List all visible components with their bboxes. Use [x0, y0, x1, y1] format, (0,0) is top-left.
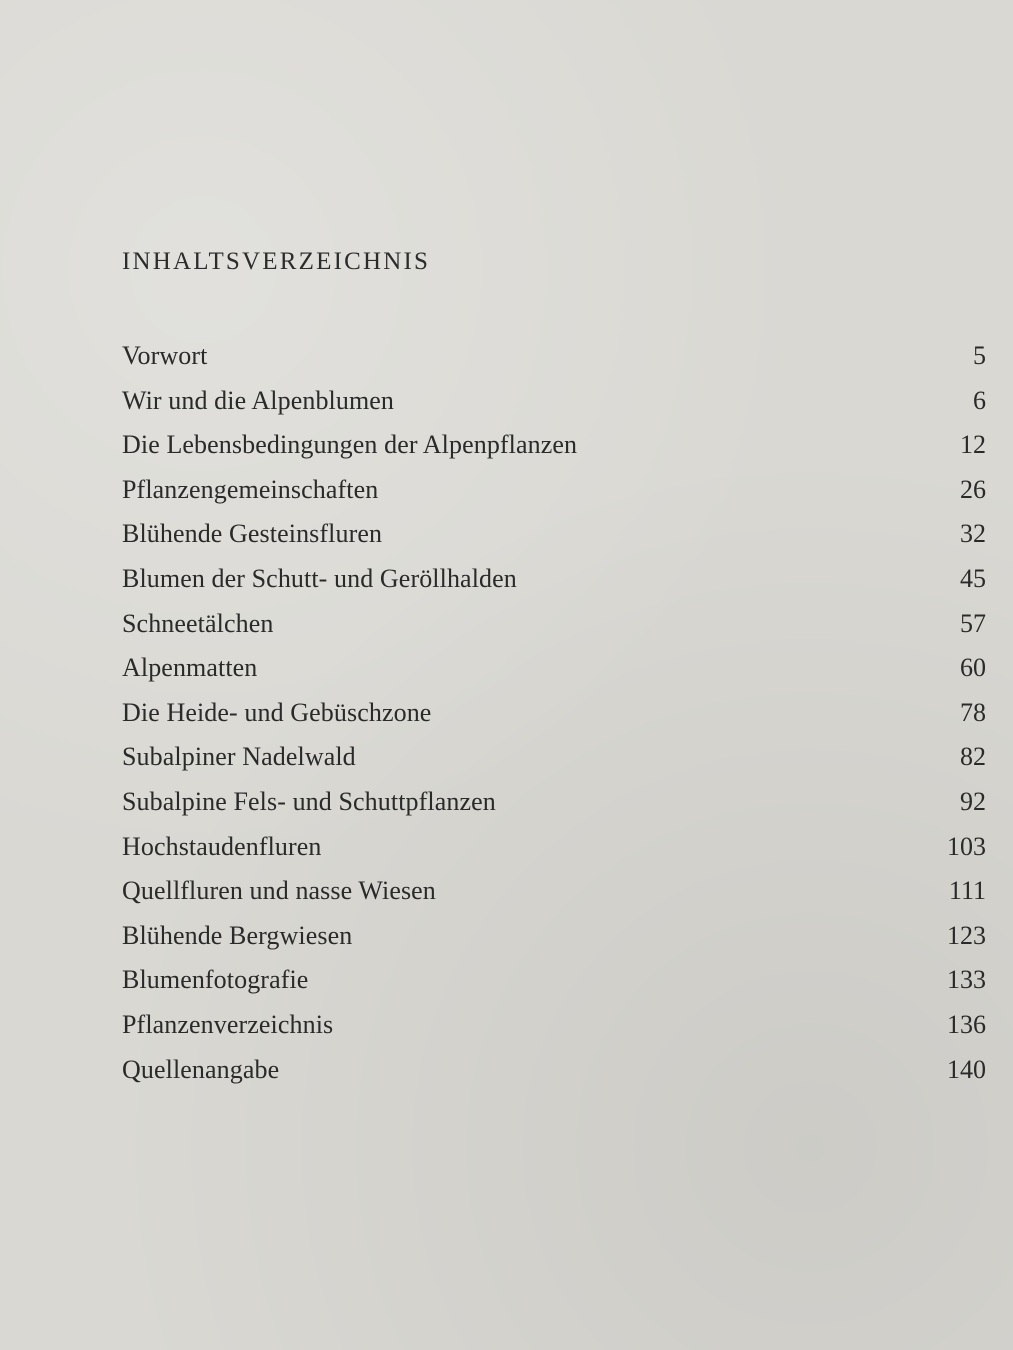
toc-entry-page: 140	[947, 1054, 986, 1084]
toc-entry	[122, 780, 986, 825]
toc-entry-page: 133	[947, 965, 986, 995]
toc-entry	[122, 468, 986, 513]
toc-entry-title: Quellfluren und nasse Wiesen	[122, 876, 436, 906]
toc-entry-title: Quellenangabe	[122, 1054, 280, 1084]
toc-entry	[122, 512, 986, 557]
toc-entry	[122, 914, 986, 959]
toc-entry-title: Hochstaudenfluren	[122, 831, 322, 861]
toc-entry	[122, 334, 986, 379]
toc-entry-title: Blumenfotografie	[122, 965, 309, 995]
toc-entry	[122, 423, 986, 468]
toc-entry-title: Die Heide- und Gebüschzone	[122, 697, 432, 727]
table-of-contents	[122, 334, 986, 1092]
page-title: INHALTSVERZEICHNIS	[122, 248, 431, 275]
toc-entry-page: 12	[960, 430, 986, 460]
toc-entry-page: 92	[960, 786, 986, 816]
toc-entry-title: Alpenmatten	[122, 653, 258, 683]
toc-entry-page: 6	[973, 385, 986, 415]
toc-entry	[122, 825, 986, 870]
toc-entry-page: 26	[960, 474, 986, 504]
toc-entry	[122, 646, 986, 691]
toc-entry-page: 57	[960, 608, 986, 638]
toc-entry-title: Die Lebensbedingungen der Alpenpflanzen	[122, 430, 578, 460]
toc-entry	[122, 557, 986, 602]
toc-entry-title: Blühende Gesteinsfluren	[122, 519, 383, 549]
toc-entry	[122, 735, 986, 780]
toc-entry-page: 123	[947, 920, 986, 950]
toc-entry-title: Pflanzengemeinschaften	[122, 474, 379, 504]
toc-entry	[122, 379, 986, 424]
toc-entry-title: Pflanzenverzeichnis	[122, 1009, 334, 1039]
toc-entry	[122, 1003, 986, 1048]
toc-entry-page: 103	[947, 831, 986, 861]
toc-entry-title: Subalpine Fels- und Schuttpflanzen	[122, 786, 496, 816]
toc-entry	[122, 602, 986, 647]
toc-entry	[122, 691, 986, 736]
toc-entry-page: 78	[960, 697, 986, 727]
toc-entry-title: Schneetälchen	[122, 608, 274, 638]
toc-entry-title: Vorwort	[122, 341, 208, 370]
toc-entry	[122, 958, 986, 1003]
toc-entry-page: 136	[947, 1009, 986, 1039]
toc-entry-title: Subalpiner Nadelwald	[122, 742, 356, 772]
toc-entry	[122, 869, 986, 914]
toc-entry-page: 45	[960, 563, 986, 593]
toc-entry-page: 5	[973, 341, 986, 370]
toc-entry-page: 60	[960, 653, 986, 683]
toc-entry-page: 32	[960, 519, 986, 549]
toc-entry-page: 82	[960, 742, 986, 772]
toc-entry	[122, 1048, 986, 1093]
toc-entry-title: Blumen der Schutt- und Geröllhalden	[122, 563, 517, 593]
toc-entry-title: Blühende Bergwiesen	[122, 920, 353, 950]
toc-entry-title: Wir und die Alpenblumen	[122, 385, 395, 415]
toc-entry-page: 111	[948, 876, 986, 906]
